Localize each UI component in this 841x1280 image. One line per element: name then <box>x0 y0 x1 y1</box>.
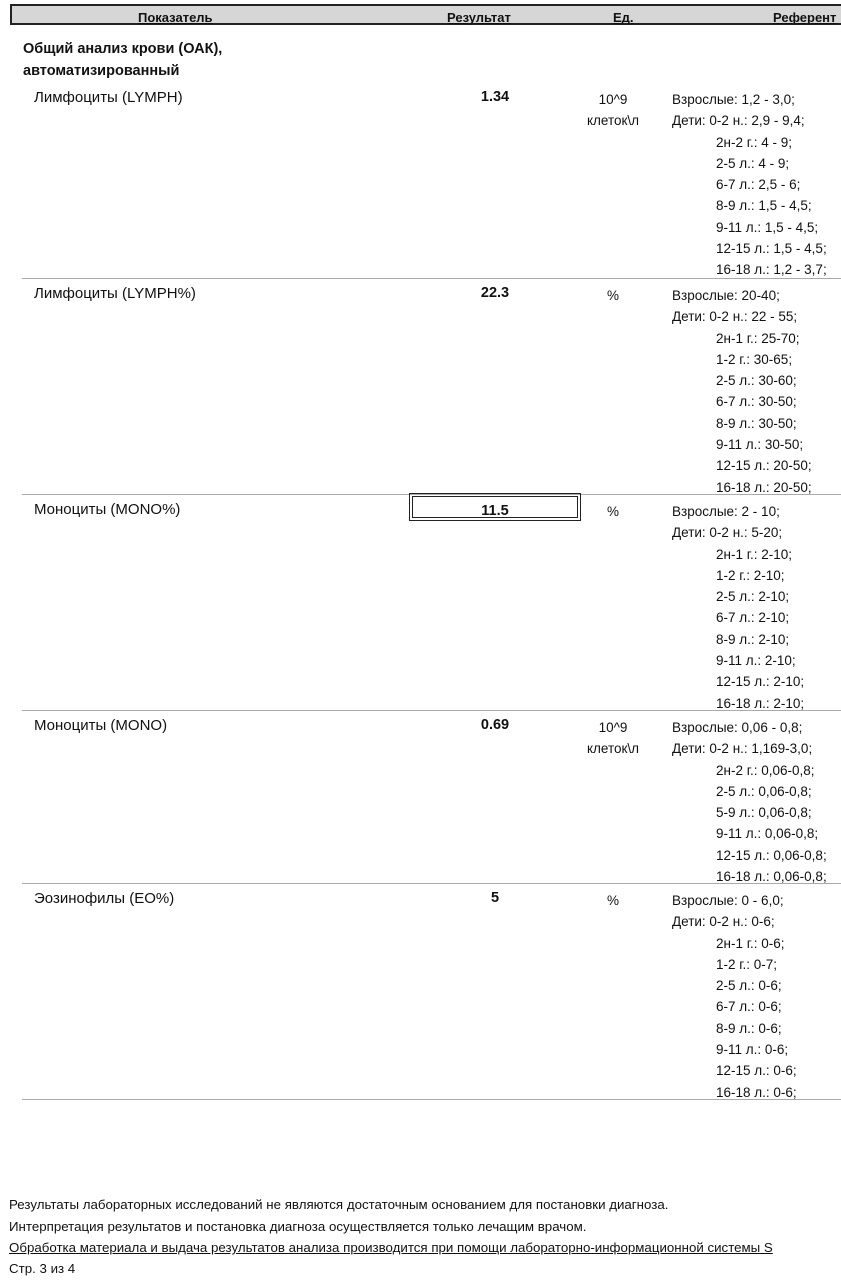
test-name: Моноциты (MONO) <box>34 717 168 734</box>
reference-line: Взрослые: 2 - 10; <box>672 504 780 519</box>
reference-line: 5-9 л.: 0,06-0,8; <box>716 805 812 821</box>
reference-line: 2-5 л.: 0-6; <box>716 978 782 994</box>
footer-disclaimer: Результаты лабораторных исследований не являются достаточным основанием для постановки диагноза. <box>9 1197 669 1212</box>
reference-line: 2-5 л.: 30-60; <box>716 373 797 389</box>
reference-line: Взрослые: 1,2 - 3,0; <box>672 92 795 107</box>
test-result-flagged: 11.5 <box>409 493 581 521</box>
table-row <box>22 890 841 1100</box>
unit-line1: % <box>606 288 619 303</box>
table-row <box>22 285 841 495</box>
test-unit <box>582 285 644 306</box>
reference-line: 2-5 л.: 2-10; <box>716 589 790 605</box>
unit-line1: 10^9 <box>598 92 628 107</box>
reference-values <box>672 501 804 714</box>
reference-line: 6-7 л.: 2,5 - 6; <box>716 177 801 193</box>
column-header-result: Результат <box>447 10 511 25</box>
reference-line: Дети: 0-2 н.: 0-6; <box>672 914 775 930</box>
unit-line1: % <box>606 504 619 519</box>
reference-line: 6-7 л.: 2-10; <box>716 610 790 626</box>
reference-line: 16-18 л.: 1,2 - 3,7; <box>716 262 827 278</box>
reference-line: Дети: 0-2 н.: 5-20; <box>672 525 783 541</box>
reference-line: 2н-2 г.: 4 - 9; <box>716 134 793 150</box>
column-header-unit: Ед. <box>613 10 634 25</box>
test-name: Моноциты (MONO%) <box>34 501 181 518</box>
reference-line: 2-5 л.: 4 - 9; <box>716 155 790 171</box>
test-name: Эозинофилы (EO%) <box>34 890 175 907</box>
reference-line: 8-9 л.: 1,5 - 4,5; <box>716 198 812 214</box>
reference-line: 2н-1 г.: 0-6; <box>716 935 785 951</box>
test-unit <box>582 890 644 911</box>
test-unit <box>582 501 644 522</box>
reference-line: Взрослые: 0,06 - 0,8; <box>672 720 803 735</box>
unit-line2: клеток\л <box>586 741 640 756</box>
reference-line: 9-11 л.: 2-10; <box>716 653 796 669</box>
reference-values <box>672 717 827 887</box>
reference-line: 2-5 л.: 0,06-0,8; <box>716 783 812 799</box>
section-title-line1: Общий анализ крови (ОАК), <box>23 41 223 57</box>
reference-line: 16-18 л.: 2-10; <box>716 695 805 711</box>
unit-line1: % <box>606 893 619 908</box>
table-row <box>22 501 841 711</box>
test-result: 5 <box>490 890 500 906</box>
reference-line: 6-7 л.: 0-6; <box>716 999 782 1015</box>
reference-line: 9-11 л.: 0,06-0,8; <box>716 826 819 842</box>
reference-line: 8-9 л.: 2-10; <box>716 631 790 647</box>
table-row <box>22 89 841 279</box>
reference-line: 9-11 л.: 0-6; <box>716 1042 789 1058</box>
reference-values <box>672 890 797 1103</box>
table-row <box>22 717 841 884</box>
test-name: Лимфоциты (LYMPH) <box>34 89 183 106</box>
page-number: Стр. 3 из 4 <box>9 1261 76 1276</box>
reference-line: 12-15 л.: 0,06-0,8; <box>716 847 827 863</box>
reference-line: 16-18 л.: 0-6; <box>716 1084 797 1100</box>
column-header-reference: Референт <box>773 10 837 25</box>
test-result: 1.34 <box>480 89 510 105</box>
footer-lis-note: Обработка материала и выдача результатов анализа производится при помощи лабораторно-информационной системы S <box>9 1240 773 1255</box>
reference-line: 1-2 г.: 30-65; <box>716 351 793 367</box>
test-result: 0.69 <box>480 717 510 733</box>
reference-line: 12-15 л.: 1,5 - 4,5; <box>716 241 827 257</box>
reference-line: 2н-1 г.: 2-10; <box>716 546 793 562</box>
unit-line1: 10^9 <box>598 720 628 735</box>
test-result: 22.3 <box>480 285 510 301</box>
reference-line: 1-2 г.: 0-7; <box>716 956 778 972</box>
reference-line: 16-18 л.: 0,06-0,8; <box>716 869 827 885</box>
reference-line: 8-9 л.: 30-50; <box>716 415 797 431</box>
reference-line: 2н-2 г.: 0,06-0,8; <box>716 762 815 778</box>
test-unit <box>582 89 644 131</box>
reference-line: 2н-1 г.: 25-70; <box>716 330 800 346</box>
column-header-indicator: Показатель <box>138 10 213 25</box>
reference-line: Взрослые: 0 - 6,0; <box>672 893 784 908</box>
reference-line: 12-15 л.: 2-10; <box>716 674 805 690</box>
footer-interpretation-note: Интерпретация результатов и постановка диагноза осуществляется только лечащим врачом. <box>9 1219 587 1234</box>
reference-line: Дети: 0-2 н.: 2,9 - 9,4; <box>672 113 805 129</box>
reference-values <box>672 285 812 498</box>
reference-line: 9-11 л.: 1,5 - 4,5; <box>716 219 819 235</box>
section-title-line2: автоматизированный <box>23 63 180 79</box>
test-unit <box>582 717 644 759</box>
reference-line: 12-15 л.: 20-50; <box>716 458 812 474</box>
section-title <box>23 38 323 82</box>
reference-values <box>672 89 827 281</box>
test-name: Лимфоциты (LYMPH%) <box>34 285 196 302</box>
reference-line: 16-18 л.: 20-50; <box>716 479 812 495</box>
reference-line: Взрослые: 20-40; <box>672 288 780 303</box>
reference-line: 12-15 л.: 0-6; <box>716 1063 797 1079</box>
reference-line: 6-7 л.: 30-50; <box>716 394 797 410</box>
table-header <box>10 4 841 25</box>
reference-line: Дети: 0-2 н.: 22 - 55; <box>672 309 798 325</box>
reference-line: Дети: 0-2 н.: 1,169-3,0; <box>672 741 813 757</box>
reference-line: 1-2 г.: 2-10; <box>716 567 785 583</box>
reference-line: 8-9 л.: 0-6; <box>716 1020 782 1036</box>
unit-line2: клеток\л <box>586 113 640 128</box>
reference-line: 9-11 л.: 30-50; <box>716 437 804 453</box>
